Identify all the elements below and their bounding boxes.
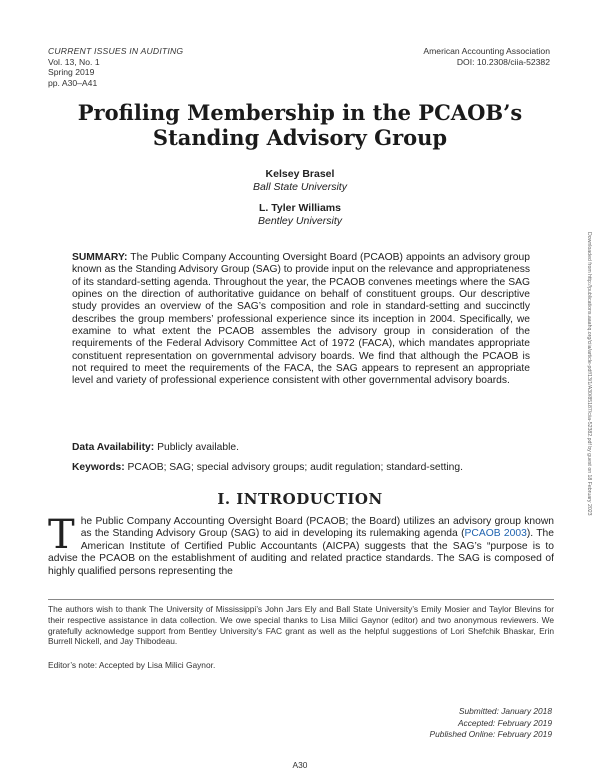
publisher: American Accounting Association [423,46,550,56]
page-range: pp. A30–A41 [48,77,98,88]
data-availability-label: Data Availability: [72,442,155,453]
keywords-label: Keywords: [72,462,125,473]
drop-cap: T [48,512,75,558]
summary-label: SUMMARY: [72,252,128,263]
title-line-1: Profiling Membership in the PCAOB’s [77,100,523,125]
data-availability-text: Publicly available. [157,442,239,453]
volume-issue: Vol. 13, No. 1 [48,56,100,67]
author-name: Kelsey Brasel [265,168,335,180]
page-number: A30 [292,760,308,770]
footnote-divider [48,599,554,600]
author-block-1 [0,168,600,194]
issue-season: Spring 2019 [48,67,95,77]
title-line-2: Standing Advisory Group [152,125,448,150]
journal-name: CURRENT ISSUES IN AUDITING [48,46,184,56]
accepted-date: Accepted: February 2019 [457,717,552,728]
editor-note: Editor’s note: Accepted by Lisa Milici Gaynor. [48,660,216,670]
intro-paragraph [48,512,554,578]
section-heading: I. INTRODUCTION [217,490,383,508]
author-block-2 [0,202,600,228]
running-header-left [48,46,183,88]
submitted-date: Submitted: January 2018 [458,706,552,716]
intro-text-1: he Public Company Accounting Oversight Board (PCAOB; the Board) utilizes an advisory group known as the Standing Advisory Group (SAG) to aid in developing its rulemaking agenda ( [80,516,554,540]
author-name: L. Tyler Williams [259,202,341,214]
download-watermark-text: Downloaded from http://publications.aaahq.org/ciia/article-pdf/13/1/A30/85187/ciia-52382.pdf by guest on 18 February 2023 [586,232,592,516]
doi[interactable]: DOI: 10.2308/ciia-52382 [456,56,550,67]
summary-text: The Public Company Accounting Oversight Board (PCAOB) appoints an advisory group known as the Standing Advisory Group (SAG) to provide input on the relevance and appropriateness of its standard-setting agenda. Throughout the year, the PCAOB convenes meetings where the SAG opines on the direction of authoritative guidance on behalf of constituent groups. Our descriptive study provides an overview of the SAG’s composition and role in standard-setting and succinctly describes the group members’ professional experience since its inception in 2004. Specifically, we examine to what extent the PCAOB assembles the advisory group in consideration of the requirements of the Federal Advisory Committee Act of 1972 (FACA), which mandates appropriate constituent representation on governmental advisory boards. We find that although the PCAOB is not required to meet the requirements of the FACA, the SAG appears to represent an appropriate level and variety of professional experience consistent with other governmental advisory boards. [72,252,530,387]
download-watermark [586,232,592,592]
running-header-right [423,46,550,67]
keywords-text: PCAOB; SAG; special advisory groups; audit regulation; standard-setting. [127,462,463,473]
paper-title [0,100,600,150]
publication-dates [430,706,552,741]
intro-text-2: ). The American Institute of Certified Public Accountants (AICPA) suggests that the SAG’s “purpose is to advise the PCAOB on the establishment of auditing and related practice standards. The SAG is composed of highly qualified persons representing the [48,528,554,577]
keywords [72,461,530,474]
abstract [72,252,530,388]
author-affiliation: Ball State University [253,181,347,193]
citation-link[interactable]: PCAOB 2003 [464,528,527,540]
data-availability [72,441,530,454]
author-affiliation: Bentley University [257,215,343,227]
acknowledgment-footnote: The authors wish to thank The University of Mississippi’s John Jars Ely and Ball State University’s Emily Mosier and Taylor Blevins for their respective assistance in data collection. We owe special thanks to Lisa Milici Gaynor (editor) and two anonymous reviewers. We gratefully acknowledge support from Bentley University’s FAC grant as well as the helpful suggestions of Lori Shefchik Bhaskar, Erin Burrell Nickell, and Jay Thibodeau. [48,604,554,647]
published-date: Published Online: February 2019 [429,729,552,739]
